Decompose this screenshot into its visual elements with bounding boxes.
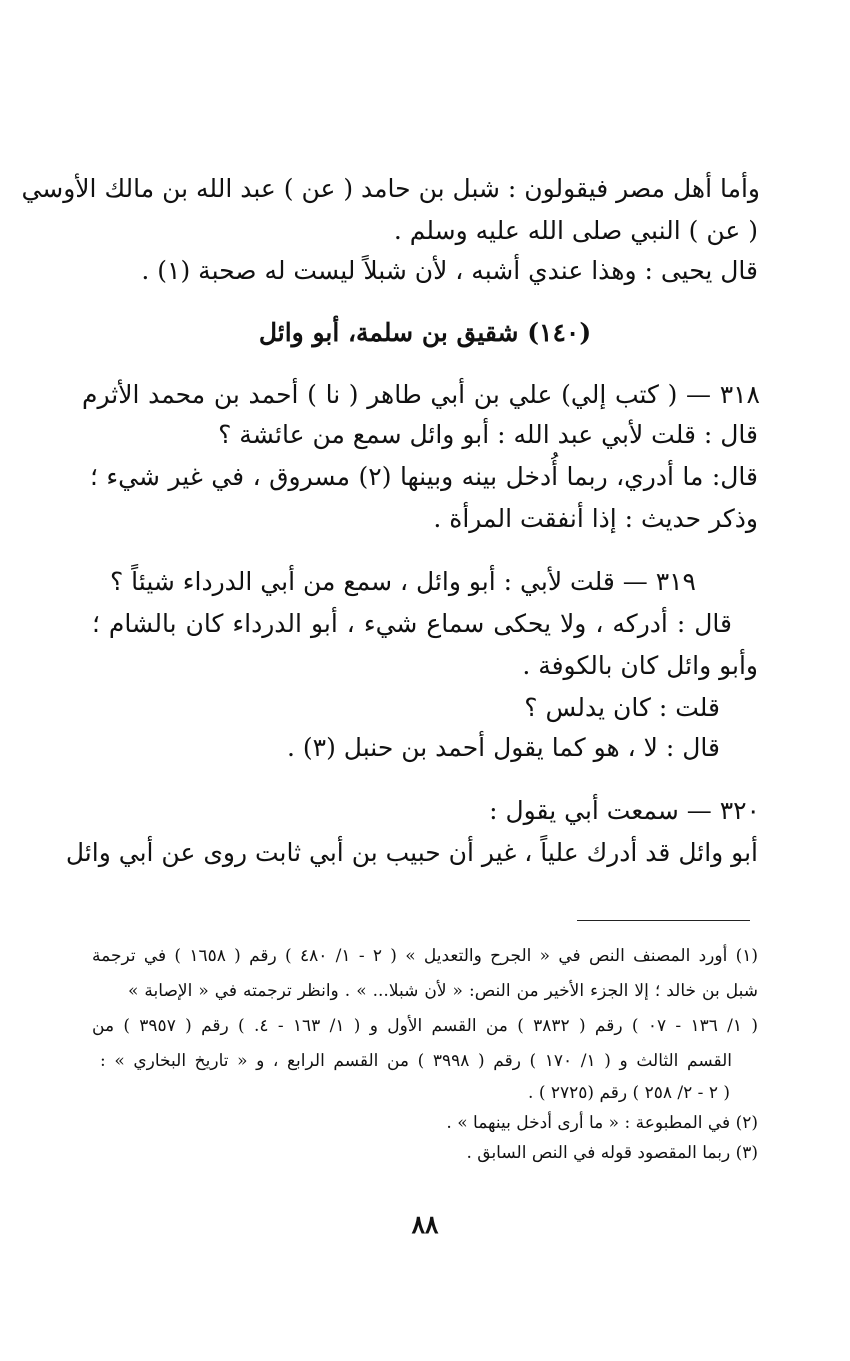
footnote-3: (٣) ربما المقصود قوله في النص السابق . (466, 1143, 758, 1163)
entry-318-line-2: قال : قلت لأبي عبد الله : أبو وائل سمع من عائشة ؟ (218, 420, 758, 449)
entry-318-line-3: قال: ما أدري، ربما أُدخل بينه وبينها (٢) مسروق ، في غير شيء ؛ (90, 462, 759, 491)
entry-320-line-2: أبو وائل قد أدرك علياً ، غير أن حبيب بن أبي ثابت روى عن أبي وائل (65, 838, 758, 867)
entry-318-line-1: ٣١٨ — ( كتب إلي) علي بن أبي طاهر ( نا ) أحمد بن محمد الأثرم (82, 380, 760, 409)
entry-319-line-2: قال : أدركه ، ولا يحكى سماع شيء ، أبو الدرداء كان بالشام ؛ (92, 609, 732, 638)
entry-319-line-1: ٣١٩ — قلت لأبي : أبو وائل ، سمع من أبي الدرداء شيئاً ؟ (109, 567, 696, 596)
entry-320-line-1: ٣٢٠ — سمعت أبي يقول : (489, 796, 760, 825)
entry-319-line-5: قال : لا ، هو كما يقول أحمد بن حنبل (٣) . (287, 733, 720, 762)
page-number: ٨٨ (411, 1210, 439, 1239)
entry-319-line-3: وأبو وائل كان بالكوفة . (522, 651, 758, 680)
footnote-1-line-2: شبل بن خالد ؛ إلا الجزء الأخير من النص: « لأن شبلا... » . وانظر ترجمته في « الإصابة » (128, 981, 758, 1001)
intro-line-1: وأما أهل مصر فيقولون : شبل بن حامد ( عن ) عبد الله بن مالك الأوسي (21, 174, 760, 203)
footnote-2: (٢) في المطبوعة : « ما أرى أدخل بينهما » . (446, 1113, 758, 1133)
footnote-1-line-1: (١) أورد المصنف النص في « الجرح والتعديل » ( ٢ - ١/ ٤٨٠ ) رقم ( ١٦٥٨ ) في ترجمة (92, 946, 758, 966)
intro-line-2: ( عن ) النبي صلى الله عليه وسلم . (393, 216, 758, 245)
entry-318-line-4: وذكر حديث : إذا أنفقت المرأة . (433, 504, 758, 533)
footnote-separator (577, 920, 750, 921)
footnote-1-line-5: ( ٢ - ٢/ ٢٥٨ ) رقم (٢٧٢٥ ) . (528, 1083, 730, 1103)
section-heading: (١٤٠) شقيق بن سلمة، أبو وائل (258, 318, 592, 347)
entry-319-line-4: قلت : كان يدلس ؟ (524, 693, 720, 722)
intro-line-3: قال يحيى : وهذا عندي أشبه ، لأن شبلاً ليست له صحبة (١) . (141, 256, 758, 285)
footnote-1-line-3: ( ١/ ١٣٦ - ٠٧ ) رقم ( ٣٨٣٢ ) من القسم الأول و ( ١/ ١٦٣ - ٤. ) رقم ( ٣٩٥٧ ) من (92, 1016, 759, 1036)
footnote-1-line-4: القسم الثالث و ( ١/ ١٧٠ ) رقم ( ٣٩٩٨ ) من القسم الرابع ، و « تاريخ البخاري » : (100, 1051, 732, 1071)
